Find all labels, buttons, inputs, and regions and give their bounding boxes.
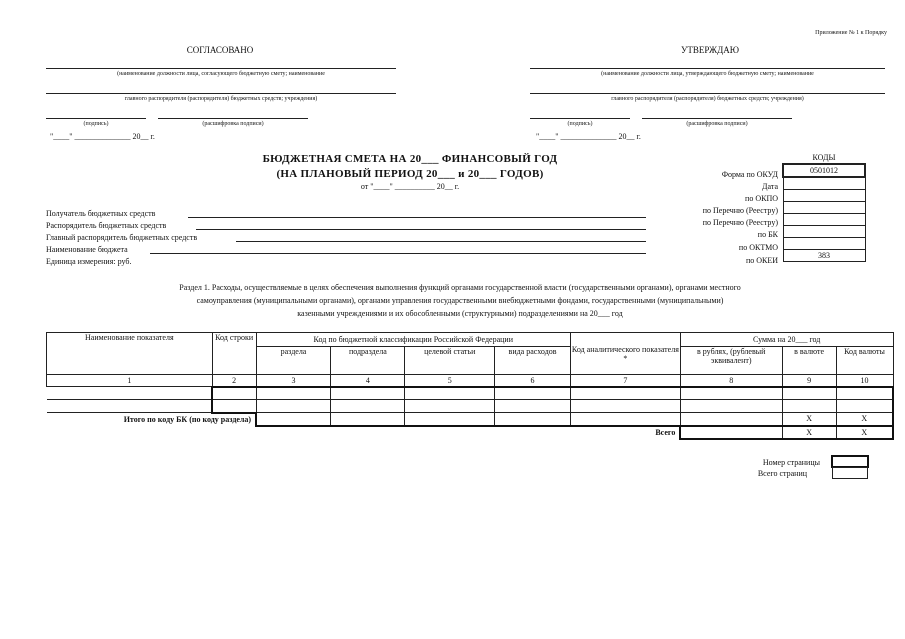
cell-empty[interactable] [405, 387, 495, 400]
total-bk-row [47, 413, 894, 426]
codes-label-bk: по БК [757, 230, 778, 239]
table-row [47, 387, 894, 400]
agreed-date: "____" ______________ 20__ г. [50, 132, 155, 141]
agreed-caption-sign: (подпись) [83, 121, 109, 127]
table-row [47, 400, 894, 413]
approve-position-line [530, 68, 885, 69]
document-title: БЮДЖЕТНАЯ СМЕТА НА 20___ ФИНАНСОВЫЙ ГОД [262, 153, 558, 165]
col-header-bk: Код по бюджетной классификации Российской Федерации [256, 333, 570, 347]
approve-org-line [530, 93, 885, 94]
recipient-line [188, 217, 646, 218]
document-date: от "____" __________ 20__ г. [360, 182, 460, 191]
codes-value-okpo[interactable] [783, 190, 865, 202]
cell-empty[interactable] [212, 387, 256, 400]
agreed-position-line [46, 68, 396, 69]
codes-value-date[interactable] [783, 177, 865, 190]
col-number: 10 [836, 375, 893, 387]
manager-line [196, 229, 646, 230]
section-heading-line1: Раздел 1. Расходы, осуществляемые в целях обеспечения выполнения функций органами государственной власти (государственными органами), органами местного [179, 283, 741, 292]
total-pages-field[interactable] [832, 467, 868, 479]
codes-value-oktmo[interactable] [783, 238, 865, 250]
cell-empty[interactable] [680, 387, 782, 400]
codes-value-registry-2[interactable] [783, 214, 865, 226]
col-header-analytic: Код аналитического показателя * [570, 333, 680, 375]
x-mark: X [836, 413, 893, 426]
cell-empty[interactable] [256, 413, 331, 426]
approve-caption-position: (наименование должности лица, утверждающего бюджетную смету; наименование [601, 71, 814, 77]
cell-empty[interactable] [405, 413, 495, 426]
cell-empty[interactable] [331, 387, 405, 400]
codes-value-bk[interactable] [783, 226, 865, 238]
col-header-currency-code: Код валюты [836, 347, 893, 375]
col-number: 7 [570, 375, 680, 387]
col-number: 8 [680, 375, 782, 387]
col-header-subsection: подраздела [331, 347, 405, 375]
codes-table [782, 152, 866, 262]
cell-empty[interactable] [782, 387, 836, 400]
col-header-sum: Сумма на 20___ год [680, 333, 893, 347]
agreed-org-line [46, 93, 396, 94]
cell-empty[interactable] [680, 413, 782, 426]
codes-value-registry-1[interactable] [783, 202, 865, 214]
agreed-decode-line [158, 118, 308, 119]
approve-sign-line [530, 118, 630, 119]
cell-empty[interactable] [495, 400, 571, 413]
col-number: 3 [256, 375, 331, 387]
cell-empty[interactable] [256, 387, 331, 400]
approve-caption-org: главного распорядителя (распорядителя) бюджетных средств; учреждения) [611, 96, 804, 102]
cell-empty[interactable] [256, 400, 331, 413]
approve-heading: УТВЕРЖДАЮ [680, 45, 739, 55]
cell-empty[interactable] [212, 400, 256, 413]
col-number: 4 [331, 375, 405, 387]
col-number: 1 [47, 375, 213, 387]
cell-empty[interactable] [495, 387, 571, 400]
budget-name-label: Наименование бюджета [46, 245, 128, 254]
cell-empty[interactable] [570, 387, 680, 400]
codes-label-okpo: по ОКПО [745, 194, 778, 203]
col-number: 9 [782, 375, 836, 387]
manager-label: Распорядитель бюджетных средств [46, 221, 167, 230]
appendix-note: Приложение № 1 к Порядку [815, 30, 887, 36]
codes-label-okei: по ОКЕИ [745, 256, 778, 265]
x-mark: X [782, 413, 836, 426]
section-heading-line3: казенными учреждениями и их обособленными (структурными) подразделениями на 20___ год [297, 309, 623, 318]
col-header-name: Наименование показателя [47, 333, 213, 375]
total-all-label: Всего [655, 428, 676, 437]
total-pages-label: Всего страниц [757, 469, 807, 478]
codes-label-oktmo: по ОКТМО [738, 243, 778, 252]
codes-value-okud[interactable]: 0501012 [783, 164, 865, 177]
cell-empty[interactable] [680, 426, 782, 439]
col-number: 2 [212, 375, 256, 387]
agreed-sign-line [46, 118, 146, 119]
cell-empty[interactable] [570, 400, 680, 413]
chief-manager-line [236, 241, 646, 242]
col-header-target: целевой статьи [405, 347, 495, 375]
codes-value-okei[interactable]: 383 [783, 250, 865, 262]
document-subtitle: (НА ПЛАНОВЫЙ ПЕРИОД 20___ и 20___ ГОДОВ) [276, 168, 544, 180]
approve-date: "____" ______________ 20__ г. [536, 132, 641, 141]
col-header-rub: в рублях, (рублевый эквивалент) [680, 347, 782, 375]
col-number: 5 [405, 375, 495, 387]
x-mark: X [836, 426, 893, 439]
approve-caption-decode: (расшифровка подписи) [686, 121, 748, 127]
codes-label-registry-2: по Перечню (Реестру) [702, 218, 778, 227]
col-header-expense-type: вида расходов [495, 347, 571, 375]
codes-label-date: Дата [762, 182, 778, 191]
codes-label-registry-1: по Перечню (Реестру) [702, 206, 778, 215]
section-heading-line2: самоуправления (муниципальными органами), органами управления государственными внебюджетными фондами, государственными (муниципальными) [196, 296, 724, 305]
unit-label: Единица измерения: руб. [46, 257, 132, 266]
expenses-table [46, 332, 894, 440]
col-number: 6 [495, 375, 571, 387]
recipient-label: Получатель бюджетных средств [46, 209, 156, 218]
page-number-label: Номер страницы [762, 458, 820, 467]
cell-empty[interactable] [836, 387, 893, 400]
approve-decode-line [642, 118, 792, 119]
codes-label-okud: Форма по ОКУД [721, 170, 778, 179]
x-mark: X [782, 426, 836, 439]
col-header-currency: в валюте [782, 347, 836, 375]
total-all-row [47, 426, 894, 439]
cell-empty[interactable] [782, 400, 836, 413]
budget-name-line [150, 253, 646, 254]
cell-empty[interactable] [405, 400, 495, 413]
cell-empty[interactable] [570, 413, 680, 426]
codes-header: КОДЫ [812, 153, 836, 162]
agreed-heading: СОГЛАСОВАНО [186, 45, 254, 55]
approve-caption-sign: (подпись) [567, 121, 593, 127]
cell-empty[interactable] [331, 413, 405, 426]
cell-empty[interactable] [331, 400, 405, 413]
col-header-section: раздела [256, 347, 331, 375]
agreed-caption-org: главного распорядителя (распорядителя) бюджетных средств; учреждения) [124, 96, 318, 102]
cell-empty[interactable] [495, 413, 571, 426]
chief-manager-label: Главный распорядитель бюджетных средств [46, 233, 198, 242]
agreed-caption-decode: (расшифровка подписи) [202, 121, 264, 127]
cell-empty[interactable] [680, 400, 782, 413]
cell-empty[interactable] [47, 400, 213, 413]
total-bk-label: Итого по коду БК (по коду раздела) [123, 415, 252, 424]
cell-empty[interactable] [836, 400, 893, 413]
cell-empty[interactable] [47, 387, 213, 400]
agreed-caption-position: (наименование должности лица, согласующего бюджетную смету; наименование [117, 71, 325, 77]
col-header-code: Код строки [212, 333, 256, 375]
